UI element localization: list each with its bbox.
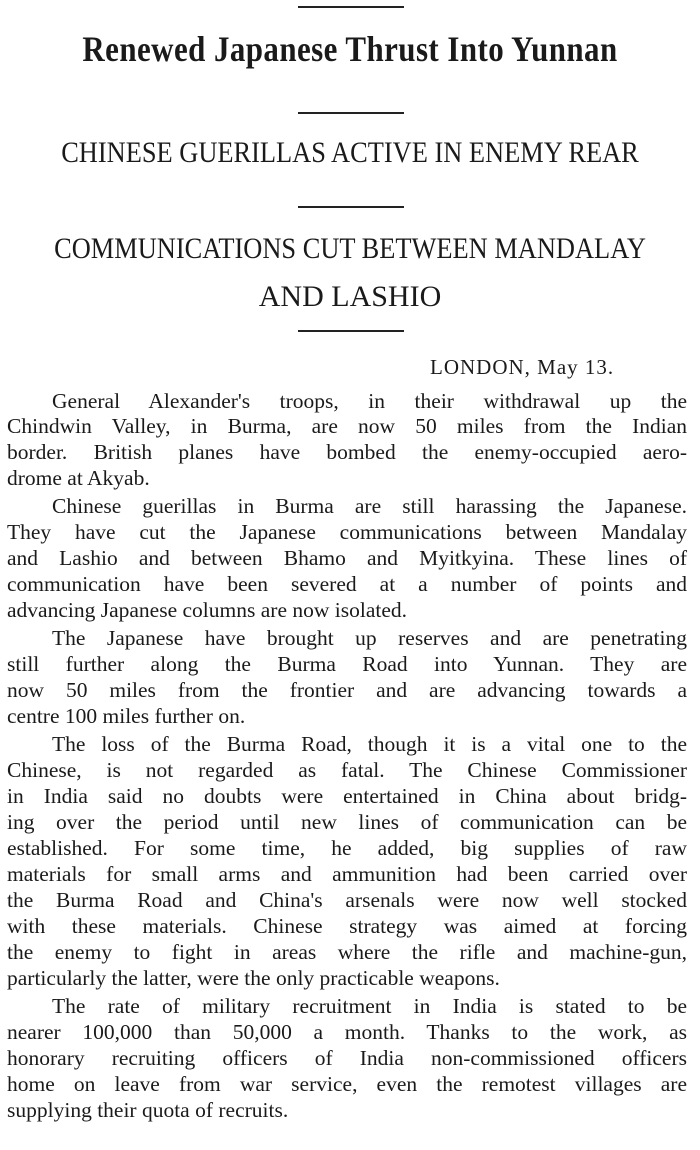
body-line: the Burma Road and China's arsenals were now well stocked xyxy=(7,888,687,912)
body-line: supplying their quota of recruits. xyxy=(7,1098,289,1122)
body-line: in India said no doubts were entertained in China about bridg- xyxy=(7,784,687,808)
body-line: materials for small arms and ammunition had been carried over xyxy=(7,862,687,886)
body-line: with these materials. Chinese strategy was aimed at forcing xyxy=(7,914,687,938)
divider-rule-1 xyxy=(298,112,404,114)
divider-rule-2 xyxy=(298,206,404,208)
body-line: The Japanese have brought up reserves and are penetrating xyxy=(52,626,687,650)
body-line: Chinese guerillas in Burma are still harassing the Japanese. xyxy=(52,494,687,518)
body-line: the enemy to fight in areas where the rifle and machine-gun, xyxy=(7,940,687,964)
body-line: border. British planes have bombed the enemy-occupied aero- xyxy=(7,440,687,464)
deck-headline-line-2: AND LASHIO xyxy=(258,280,442,313)
body-line: now 50 miles from the frontier and are advancing towards a xyxy=(7,678,687,702)
divider-rule-3 xyxy=(298,330,404,332)
body-line: communication have been severed at a number of points and xyxy=(7,572,687,596)
body-line: particularly the latter, were the only practicable weapons. xyxy=(7,966,500,990)
body-line: centre 100 miles further on. xyxy=(7,704,246,728)
body-line: home on leave from war service, even the remotest villages are xyxy=(7,1072,687,1096)
body-line: General Alexander's troops, in their withdrawal up the xyxy=(52,389,687,413)
body-line: nearer 100,000 than 50,000 a month. Thanks to the work, as xyxy=(7,1020,687,1044)
body-line: established. For some time, he added, big supplies of raw xyxy=(7,836,687,860)
deck-headline-line-1: COMMUNICATIONS CUT BETWEEN MANDALAY xyxy=(54,232,646,265)
top-rule xyxy=(298,6,404,8)
body-line: drome at Akyab. xyxy=(7,466,150,490)
body-line: They have cut the Japanese communications between Mandalay xyxy=(7,520,687,544)
dateline: LONDON, May 13. xyxy=(430,355,615,379)
main-headline: Renewed Japanese Thrust Into Yunnan xyxy=(82,29,618,69)
body-line: and Lashio and between Bhamo and Myitkyina. These lines of xyxy=(7,546,687,570)
body-line: advancing Japanese columns are now isolated. xyxy=(7,598,408,622)
body-line: Chinese, is not regarded as fatal. The Chinese Commissioner xyxy=(7,758,687,782)
body-line: The rate of military recruitment in India is stated to be xyxy=(52,994,687,1018)
body-line: honorary recruiting officers of India non-commissioned officers xyxy=(7,1046,687,1070)
body-line: ing over the period until new lines of communication can be xyxy=(7,810,687,834)
body-line: still further along the Burma Road into Yunnan. They are xyxy=(7,652,687,676)
sub-headline: CHINESE GUERILLAS ACTIVE IN ENEMY REAR xyxy=(61,136,639,169)
body-line: The loss of the Burma Road, though it is a vital one to the xyxy=(52,732,687,756)
body-line: Chindwin Valley, in Burma, are now 50 miles from the Indian xyxy=(7,414,687,438)
